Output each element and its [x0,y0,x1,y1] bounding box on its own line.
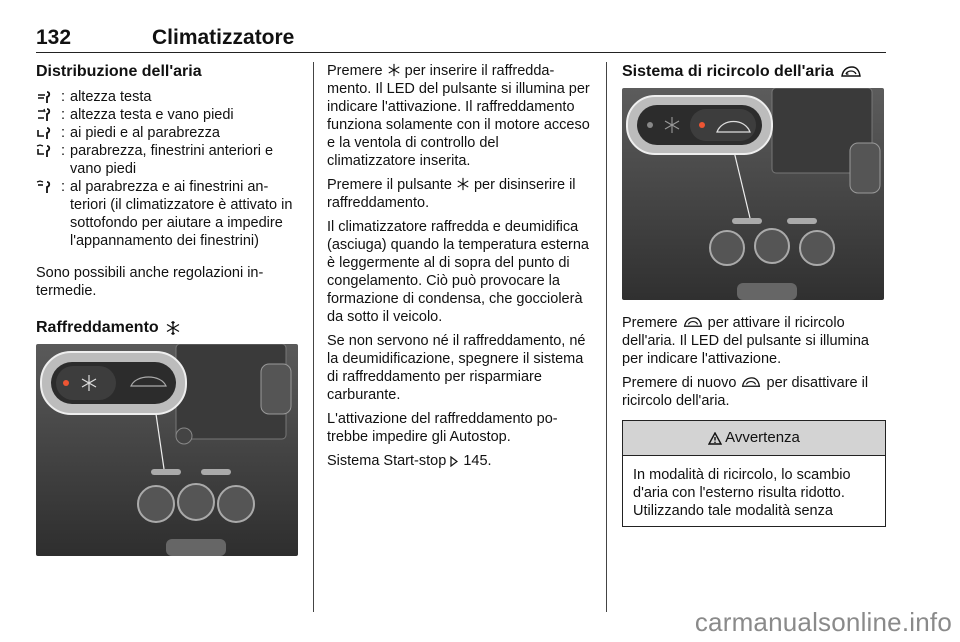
section-title-cooling: Raffreddamento [36,318,298,338]
cooling-off-paragraph: Premere il pulsante per disinserire il raffreddamento. [327,177,576,211]
cooling-on-paragraph: Premere per inserire il raffreddamento. Il LED del pulsante si illumina per indicare l'attivazione. Il raffreddamento funziona solamente con il motore acceso e la ventola di controllo del climatizzatore inserita. [327,63,590,169]
start-stop-reference: Sistema Start-stop 145. [327,453,492,469]
air-windshield-windows-icon [36,178,56,196]
recirculation-on-paragraph: Premere per attivare il ricircolo dell'aria. Il LED del pulsante si illumina per indicare l'attivazione. [622,315,869,367]
list-item: : al parabrezza e ai finestrini anteriori (il climatizzatore è attivato in sottofondo per aiutare a impedire l'appannamento dei finestrini) [36,178,298,250]
column-2 [327,62,591,474]
section-title-recirculation: Sistema di ricircolo dell'aria [622,62,886,82]
recirculation-off-paragraph: Premere di nuovo per disattivare il ricircolo dell'aria. [622,375,869,409]
section-title-air-distribution: Distribuzione dell'aria [36,63,202,80]
list-item: : ai piedi e al parabrezza [36,124,298,142]
snowflake-icon [165,320,181,336]
warning-triangle-icon [708,432,722,445]
warning-text: In modalità di ricircolo, lo scambio d'aria con l'esterno risulta ridotto. Utilizzando tale modalità senza [633,467,851,519]
recirculation-icon [682,316,704,329]
intermediate-settings-note: Sono possibili anche regolazioni intermedie. [36,265,264,299]
air-head-feet-icon [36,106,56,124]
chapter-title: Climatizzatore [152,26,295,49]
recirculation-icon [840,65,862,79]
column-divider [606,62,607,612]
cooling-button-photo [36,344,298,556]
recirculation-icon [740,376,762,389]
dehumidify-paragraph: Il climatizzatore raffredda e deumidifica (asciuga) quando la temperatura esterna è leggermente al di sopra del punto di congelamento. Ciò può provocare la formazione di condensa, che gocciolerà da sotto il veicolo. [327,219,589,325]
list-item: : parabrezza, finestrini anteriori e vano piedi [36,142,298,178]
snowflake-icon [456,177,470,191]
air-feet-windshield-icon [36,124,56,142]
page-reference-icon [450,456,459,467]
snowflake-icon [387,63,401,77]
warning-header: Avvertenza [623,421,885,456]
column-divider [313,62,314,612]
column-1 [36,62,298,556]
save-fuel-paragraph: Se non servono né il raffreddamento, né la deumidificazione, spegnere il sistema di raffreddamento per risparmiare carburante. [327,333,586,403]
watermark: carmanualsonline.info [694,607,952,637]
page-number: 132 [36,26,72,49]
list-item: : altezza testa [36,88,298,106]
warning-box [622,420,886,527]
recirculation-button-photo [622,88,884,300]
air-head-icon [36,88,56,106]
page-header [36,22,886,53]
column-3 [622,62,886,527]
air-windshield-windows-feet-icon [36,142,56,160]
autostop-paragraph: L'attivazione del raffreddamento potrebbe impedire gli Autostop. [327,411,558,445]
air-distribution-list [36,88,298,250]
list-item: : altezza testa e vano piedi [36,106,298,124]
